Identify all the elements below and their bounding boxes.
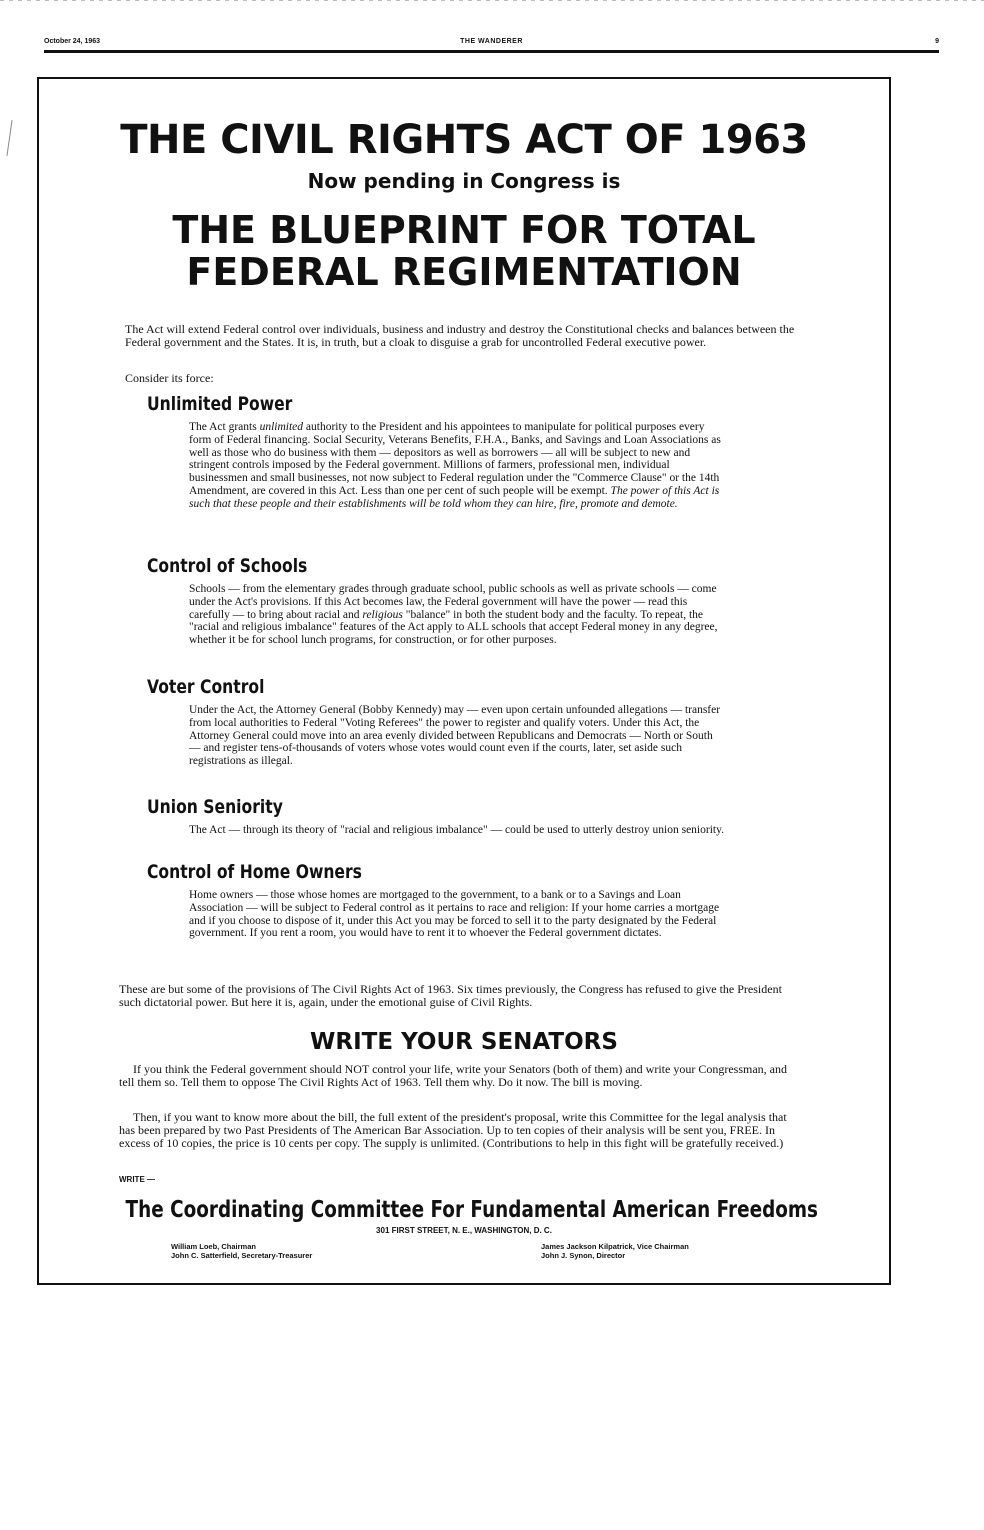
section-union-seniority	[147, 796, 782, 837]
officer-name: James Jackson Kilpatrick, Vice Chairman	[541, 1242, 689, 1251]
write-label: WRITE —	[119, 1175, 155, 1184]
officers-right	[541, 1242, 689, 1260]
headline-line-2: FEDERAL REGIMENTATION	[186, 250, 742, 294]
section-heading: Voter Control	[147, 676, 265, 698]
issue-date: October 24, 1963	[44, 38, 101, 45]
section-heading: Unlimited Power	[147, 393, 293, 415]
committee-name: The Coordinating Committee For Fundamental American Freedoms	[125, 1197, 819, 1223]
ad-title: THE CIVIL RIGHTS ACT OF 1963	[120, 117, 808, 163]
page-number: 9	[935, 38, 939, 45]
section-body: Under the Act, the Attorney General (Bobby Kennedy) may — even upon certain unfounded allegations — transfer from local authorities to Federal "Voting Referees" the power to register and qualify voters. Under this Act, the Attorney General could move into an area evenly divided between Republicans and Democrats — North or South — and register tens-of-thousands of voters whose votes would count even if the courts, later, set aside such registrations as illegal.	[189, 704, 721, 768]
ad-subtitle: Now pending in Congress is	[307, 169, 621, 193]
officers-left	[171, 1242, 312, 1260]
headline-line-1: THE BLUEPRINT FOR TOTAL	[172, 208, 756, 252]
section-unlimited-power	[147, 393, 782, 511]
section-body: Schools — from the elementary grades through graduate school, public schools as well as private schools — come under the Act's provisions. If this Act becomes law, the Federal government will have the power — read this carefully — to bring about racial and religious "balance" in both the student body and the faculty. To repeat, the "racial and religious imbalance" features of the Act apply to ALL schools that accept Federal money in any degree, whether it be for school lunch programs, for construction, or for other purposes.	[189, 583, 718, 647]
officer-name: William Loeb, Chairman	[171, 1242, 256, 1251]
masthead	[44, 36, 939, 50]
section-heading: Control of Schools	[147, 555, 308, 577]
section-heading: Union Seniority	[147, 796, 283, 818]
margin-mark	[6, 120, 12, 156]
scan-edge	[0, 0, 984, 1]
officer-name: John J. Synon, Director	[541, 1251, 626, 1260]
intro-paragraph: The Act will extend Federal control over individuals, business and industry and destroy the Constitutional checks and balances between the Federal government and the States. It is, in truth, but a cloak to disguise a grab for uncontrolled Federal executive power.	[125, 322, 795, 349]
section-heading: Control of Home Owners	[147, 861, 362, 883]
paper-name: THE WANDERER	[460, 38, 523, 45]
section-voter-control	[147, 676, 782, 768]
section-body: The Act grants unlimited authority to the President and his appointees to manipulate for political purposes every form of Federal financing. Social Security, Veterans Benefits, F.H.A., Banks, and Savings and Loan Associations as well as those who do business with them — depositors as well as borrowers — all will be subject to new and stringent controls imposed by the Federal government. Millions of farmers, professional men, individual businessmen and small businesses, not now subject to Federal regulation under the "Commerce Clause" or the 14th Amendment, are covered in this Act. Less than one per cent of such people will be exempt. The power of this Act is such that these people and their establishments will be told whom they can hire, fire, promote and demote.	[189, 421, 721, 510]
advertisement-box	[37, 77, 891, 1285]
section-body: Home owners — those whose homes are mortgaged to the government, to a bank or to a Savings and Loan Association — will be subject to Federal control as it pertains to race and religion: If your home carries a mortgage and if you choose to dispose of it, under this Act you may be forced to sell it to the party designated by the Federal government. If you rent a room, you would have to rent it to whoever the Federal government dictates.	[189, 889, 720, 940]
section-control-of-home-owners	[147, 861, 782, 940]
analysis-paragraph: Then, if you want to know more about the bill, the full extent of the president's proposal, write this Committee for the legal analysis that has been prepared by two Past Presidents of The American Bar Association. Up to ten copies of their analysis will be sent you, FREE. In excess of 10 copies, the price is 10 cents per copy. The supply is unlimited. (Contributions to help in this fight will be gratefully received.)	[119, 1110, 787, 1150]
senators-paragraph: If you think the Federal government should NOT control your life, write your Senators (both of them) and write your Congressman, and tell them so. Tell them to oppose The Civil Rights Act of 1963. Tell them why. Do it now. The bill is moving.	[119, 1062, 787, 1089]
ad-headline	[39, 209, 889, 293]
closing-paragraph: These are but some of the provisions of The Civil Rights Act of 1963. Six times previously, the Congress has refused to give the President such dictatorial power. But here it is, again, under the emotional guise of Civil Rights.	[119, 982, 782, 1009]
write-senators-heading: WRITE YOUR SENATORS	[310, 1029, 618, 1055]
committee-address: 301 FIRST STREET, N. E., WASHINGTON, D. C.	[376, 1226, 552, 1235]
masthead-rule	[44, 50, 939, 53]
consider-line: Consider its force:	[125, 371, 214, 385]
section-control-of-schools	[147, 555, 782, 647]
section-body: The Act — through its theory of "racial and religious imbalance" — could be used to utterly destroy union seniority.	[189, 824, 724, 836]
officer-name: John C. Satterfield, Secretary-Treasurer	[171, 1251, 313, 1260]
